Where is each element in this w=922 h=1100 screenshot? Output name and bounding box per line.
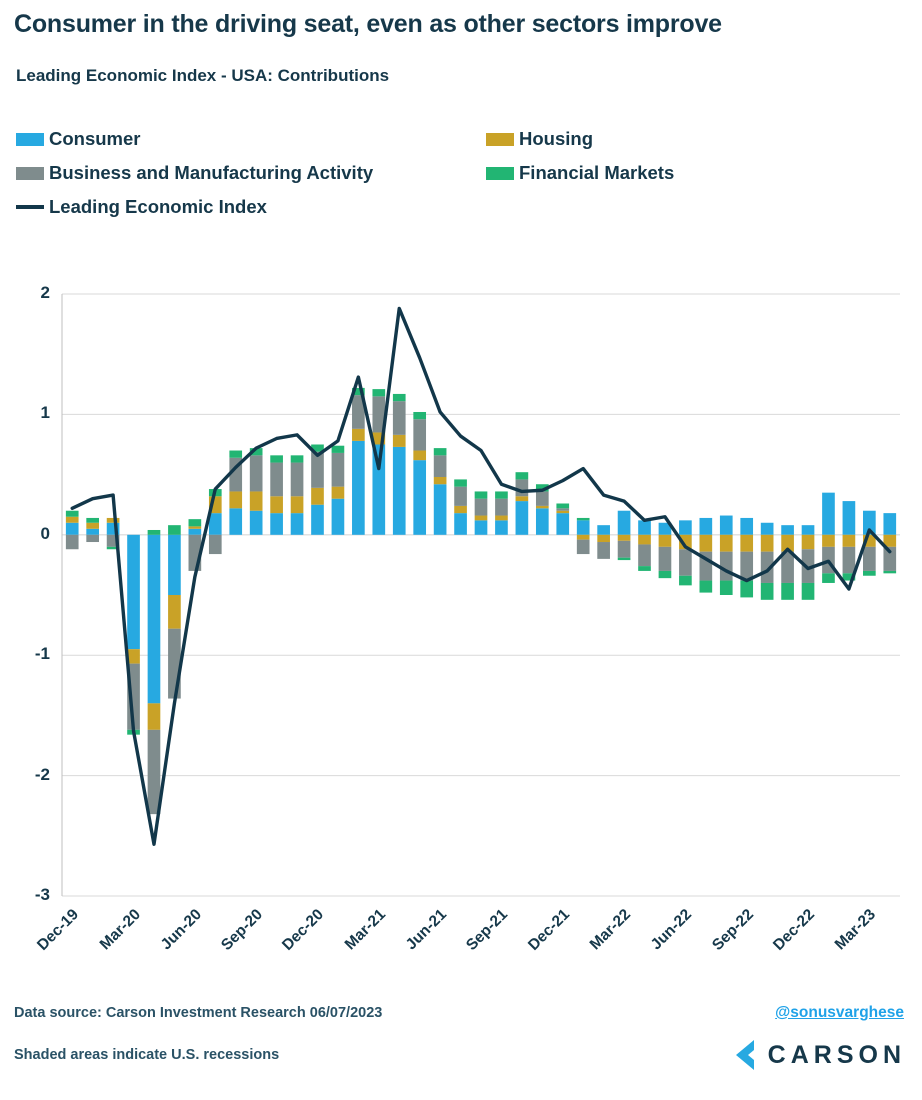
bar-segment [577, 540, 590, 554]
bar-segment [659, 547, 672, 571]
x-tick-label: Dec-21 [524, 906, 573, 954]
chart-subtitle: Leading Economic Index - USA: Contributions [16, 66, 390, 85]
bar-segment [495, 499, 508, 516]
bar-segment [536, 506, 549, 508]
bar-segment [270, 496, 283, 513]
legend-label-consumer: Consumer [49, 128, 141, 149]
bar-segment [516, 479, 529, 496]
bar-segment [413, 460, 426, 535]
bar-segment [556, 511, 569, 513]
bar-segment [168, 535, 181, 595]
bar-segment [189, 519, 202, 526]
bar-segment [475, 491, 488, 498]
x-tick-label: Sep-20 [218, 906, 267, 954]
bar-segment [229, 508, 242, 534]
bar-segment [536, 491, 549, 505]
bar-segment [311, 505, 324, 535]
bar-segment [352, 441, 365, 535]
bar-segment [66, 535, 79, 549]
legend-row-3 [16, 190, 906, 224]
data-source-text: Data source: Carson Investment Research 06/07/2023 [14, 1005, 383, 1021]
bar-segment [413, 419, 426, 450]
legend-item-financial [486, 162, 674, 184]
bar-segment [250, 491, 263, 510]
bar-segment [822, 573, 835, 583]
x-tick-label: Jun-22 [648, 906, 696, 954]
bar-segment [332, 446, 345, 453]
bar-segment [618, 535, 631, 541]
legend-label-housing: Housing [519, 128, 593, 149]
bar-segment [802, 583, 815, 600]
bar-segment [843, 547, 856, 573]
bar-segment [556, 513, 569, 535]
bar-segment [577, 518, 590, 520]
bar-segment [86, 523, 99, 529]
bar-segment [332, 499, 345, 535]
bar-segment [556, 508, 569, 510]
x-tick-label: Sep-21 [463, 906, 512, 954]
bar-segment [638, 566, 651, 571]
legend-swatch-lei [16, 205, 44, 209]
x-tick-label: Mar-23 [831, 906, 880, 954]
x-tick-label: Jun-20 [157, 906, 205, 954]
bar-segment [577, 520, 590, 534]
legend-item-consumer [16, 128, 486, 150]
bar-segment [393, 401, 406, 435]
x-tick-label: Dec-19 [34, 906, 83, 954]
bar-segment [66, 511, 79, 517]
bar-segment [618, 558, 631, 560]
page-title: Consumer in the driving seat, even as other sectors improve [14, 10, 722, 38]
bar-segment [107, 518, 120, 523]
bar-segment [863, 571, 876, 576]
legend-item-lei [16, 196, 267, 218]
legend-swatch-business [16, 167, 44, 180]
x-tick-label: Mar-22 [586, 906, 635, 954]
x-tick-label: Dec-22 [770, 906, 819, 954]
bar-segment [352, 429, 365, 441]
bar-segment [86, 529, 99, 535]
bar-segment [332, 487, 345, 499]
bar-segment [495, 520, 508, 534]
bar-segment [66, 523, 79, 535]
bar-segment [883, 513, 896, 535]
bar-segment [720, 535, 733, 552]
x-tick-label: Mar-21 [341, 906, 389, 954]
legend-item-housing [486, 128, 593, 150]
bar-segment [250, 511, 263, 535]
bar-segment [127, 535, 140, 649]
legend-row-2 [16, 156, 906, 190]
bar-segment [189, 529, 202, 535]
bar-segment [454, 513, 467, 535]
bar-segment [209, 535, 222, 554]
bar-segment [86, 535, 99, 542]
bar-segment [516, 472, 529, 479]
bar-segment [802, 525, 815, 535]
bar-segment [822, 493, 835, 535]
bar-segment [577, 535, 590, 540]
bar-segment [250, 455, 263, 491]
bar-segment [434, 477, 447, 484]
bar-segment [659, 571, 672, 578]
bar-segment [332, 453, 345, 487]
bar-segment [372, 389, 385, 396]
author-handle: @sonusvarghese [775, 1004, 904, 1021]
legend-swatch-housing [486, 133, 514, 146]
bar-segment [699, 518, 712, 535]
bar-segment [720, 552, 733, 581]
x-tick-label: Sep-22 [708, 906, 757, 954]
bar-segment [638, 520, 651, 534]
bar-segment [843, 501, 856, 535]
bar-segment [291, 463, 304, 497]
bar-segment [536, 508, 549, 534]
bar-segment [822, 535, 835, 547]
bar-segment [168, 525, 181, 535]
y-tick-label: -3 [34, 885, 50, 904]
bar-segment [434, 455, 447, 477]
bar-segment [189, 526, 202, 528]
bar-segment [883, 571, 896, 573]
x-tick-label: Jun-21 [402, 906, 451, 954]
bar-segment [761, 523, 774, 535]
bar-segment [454, 506, 467, 513]
recession-note-text: Shaded areas indicate U.S. recessions [14, 1047, 280, 1063]
bar-segment [802, 535, 815, 549]
bar-segment [270, 513, 283, 535]
x-tick-label: Mar-20 [96, 906, 144, 954]
bar-segment [638, 544, 651, 566]
legend-row-1 [16, 122, 906, 156]
bar-segment [454, 479, 467, 486]
bar-segment [659, 535, 672, 547]
bar-segment [720, 516, 733, 535]
y-tick-label: -1 [34, 644, 50, 664]
bar-segment [291, 455, 304, 462]
bar-segment [740, 518, 753, 535]
bar-segment [638, 535, 651, 545]
bar-segment [454, 487, 467, 506]
y-tick-label: 0 [40, 523, 50, 543]
bar-segment [740, 535, 753, 552]
bar-segment [311, 452, 324, 488]
bar-segment [413, 451, 426, 461]
bar-segment [618, 541, 631, 558]
bar-segment [148, 730, 161, 814]
legend-label-business: Business and Manufacturing Activity [49, 162, 374, 183]
bar-segment [393, 394, 406, 401]
y-tick-label: 1 [40, 403, 50, 423]
brand-name: CARSON [767, 1040, 906, 1069]
bar-segment [86, 518, 99, 523]
bar-segment [699, 581, 712, 593]
bar-segment [781, 525, 794, 535]
chart-plot-area [0, 276, 922, 954]
bar-segment [311, 488, 324, 505]
bar-segment [618, 511, 631, 535]
legend-swatch-consumer [16, 133, 44, 146]
bar-segment [720, 581, 733, 595]
bar-segment [148, 535, 161, 704]
bar-segment [229, 491, 242, 508]
bar-segment [229, 451, 242, 458]
legend-label-lei: Leading Economic Index [49, 196, 267, 217]
x-tick-label: Dec-20 [279, 906, 328, 954]
bar-segment [699, 535, 712, 552]
legend-label-financial: Financial Markets [519, 162, 675, 183]
bar-segment [475, 499, 488, 516]
bar-segment [781, 583, 794, 600]
bar-segment [475, 520, 488, 534]
bar-segment [66, 517, 79, 523]
bar-segment [597, 542, 610, 559]
bar-segment [679, 576, 692, 586]
y-tick-label: 2 [40, 283, 50, 302]
bar-segment [209, 513, 222, 535]
y-tick-label: -2 [34, 764, 50, 784]
bar-segment [495, 491, 508, 498]
bar-segment [516, 501, 529, 535]
brand-logo [724, 1038, 906, 1072]
bar-segment [291, 496, 304, 513]
bar-segment [148, 530, 161, 535]
bar-segment [413, 412, 426, 419]
bar-segment [740, 552, 753, 581]
bar-segment [495, 516, 508, 521]
bar-segment [434, 448, 447, 455]
bar-segment [597, 525, 610, 535]
bar-segment [679, 549, 692, 575]
bar-segment [761, 535, 774, 552]
bar-segment [270, 455, 283, 462]
bar-segment [168, 629, 181, 699]
bar-segment [556, 503, 569, 508]
bar-segment [393, 435, 406, 447]
legend-swatch-financial [486, 167, 514, 180]
bar-segment [740, 581, 753, 598]
bar-segment [863, 547, 876, 571]
bar-segment [516, 496, 529, 501]
bar-segment [168, 595, 181, 629]
chart-legend [16, 122, 906, 224]
bar-segment [291, 513, 304, 535]
bar-segment [597, 535, 610, 542]
bar-segment [475, 516, 488, 521]
bar-segment [761, 583, 774, 600]
bar-segment [270, 463, 283, 497]
bar-segment [434, 484, 447, 535]
carson-mark-icon [724, 1038, 758, 1072]
bar-segment [393, 447, 406, 535]
chart-svg [0, 276, 922, 906]
bar-segment [148, 703, 161, 729]
bar-segment [679, 520, 692, 534]
bar-segment [843, 535, 856, 547]
legend-item-business [16, 162, 486, 184]
